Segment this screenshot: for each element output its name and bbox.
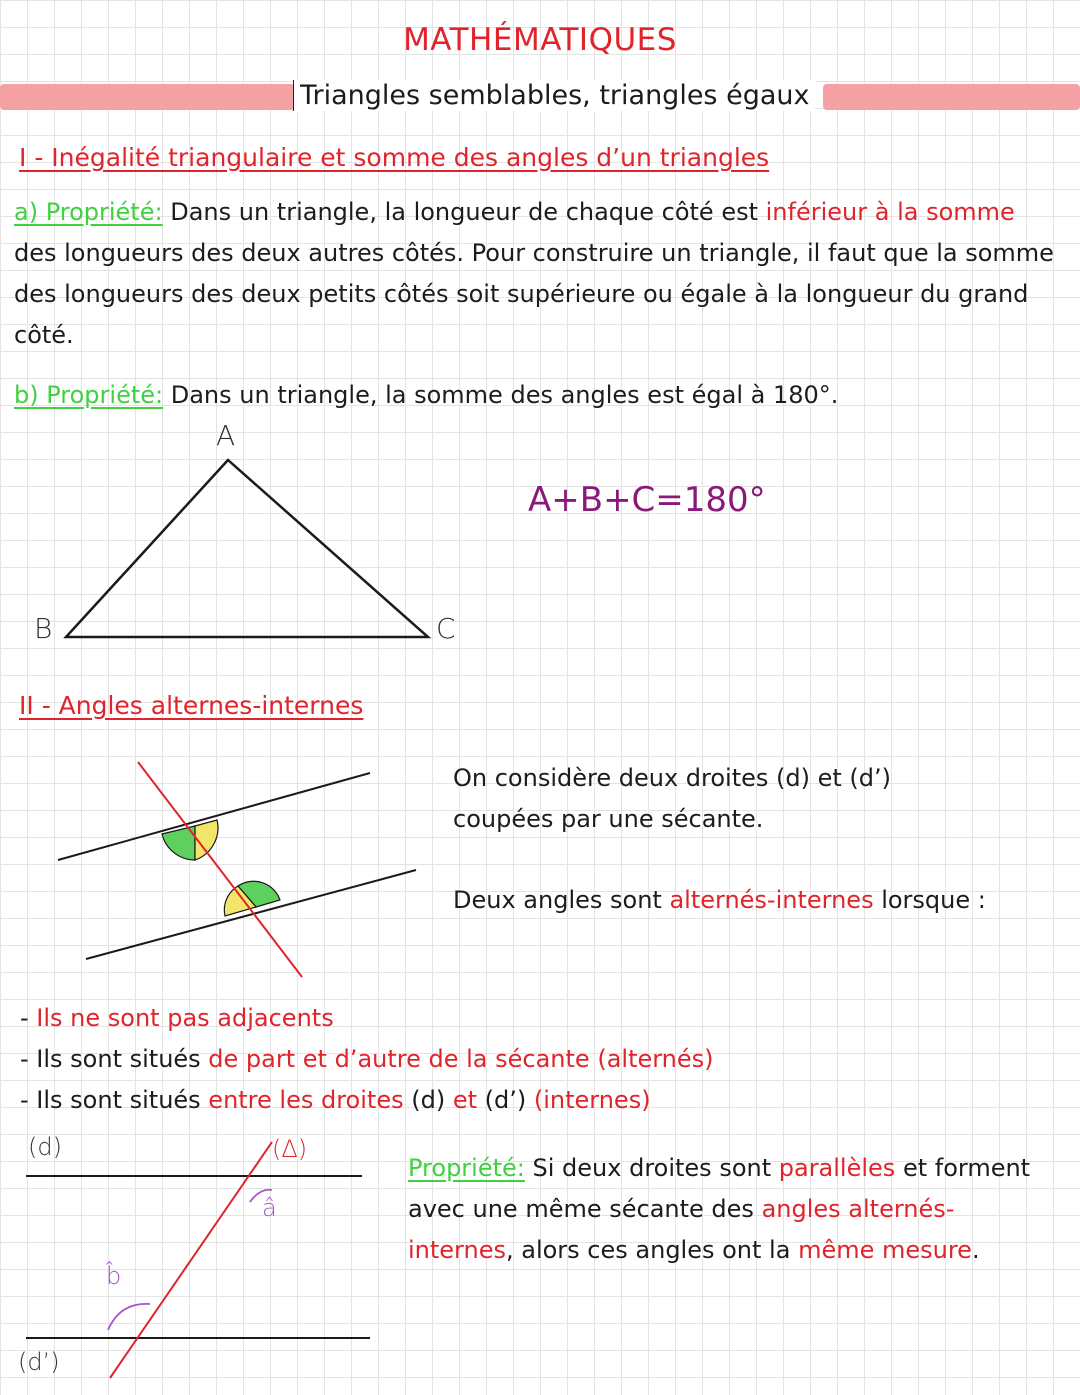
vertex-b-label: B <box>34 612 53 645</box>
secant-line <box>138 762 302 977</box>
property-text4: . <box>971 1236 980 1264</box>
section2-heading: II - Angles alternes-internes <box>19 691 364 720</box>
line-d <box>58 773 370 860</box>
triangle-figure <box>0 420 480 660</box>
definition-text <box>453 880 1063 921</box>
list-item <box>20 998 1020 1039</box>
secant-delta <box>110 1142 272 1378</box>
property-a-text1: Dans un triangle, la longueur de chaque côté est <box>162 198 766 226</box>
property-text3: , alors ces angles ont la <box>505 1236 799 1264</box>
property-b-label: b) Propriété: <box>14 381 164 409</box>
conditions-list <box>20 998 1020 1121</box>
parallel-lines-figure <box>0 1130 400 1395</box>
property-b-text: Dans un triangle, la somme des angles est égal à 180°. <box>163 381 839 409</box>
label-d: (d) <box>28 1133 62 1161</box>
property-emphasis3: même mesure <box>798 1236 972 1264</box>
label-b-hat: b̂ <box>106 1262 122 1290</box>
bullet-text: - Ils sont situés <box>20 1045 209 1073</box>
property-text1: Si deux droites sont <box>524 1154 779 1182</box>
definition-text2: lorsque : <box>873 886 986 914</box>
label-a-hat: â <box>262 1194 277 1222</box>
property-a <box>14 192 1064 356</box>
list-item <box>20 1080 1020 1121</box>
title-highlight-left <box>0 84 295 110</box>
property-a-emphasis: inférieur à la somme <box>765 198 1015 226</box>
label-d-prime: (d’) <box>18 1348 60 1376</box>
triangle-abc <box>66 460 428 637</box>
property-label: Propriété: <box>408 1154 525 1182</box>
label-delta: (Δ) <box>272 1135 308 1163</box>
list-item <box>20 1039 1020 1080</box>
bullet-emphasis: de part et d’autre de la sécante (alternés) <box>208 1045 714 1073</box>
angle-b-arc <box>108 1304 150 1330</box>
bullet-emphasis: et <box>452 1086 477 1114</box>
property-emphasis2: angles alternés-internes <box>408 1195 955 1264</box>
page-title: MATHÉMATIQUES <box>403 22 677 58</box>
property-emphasis1: parallèles <box>778 1154 896 1182</box>
title-highlight-right <box>823 84 1080 110</box>
vertex-c-label: C <box>436 612 456 645</box>
property-text2: et forment avec une même sécante des <box>408 1154 1031 1223</box>
bullet-text: (d’) <box>477 1086 534 1114</box>
intro-text: On considère deux droites (d) et (d’) coupées par une sécante. <box>453 764 891 833</box>
property-b <box>14 375 1064 416</box>
property-a-text2: des longueurs des deux autres côtés. Pour construire un triangle, il faut que la somme des longueurs des deux petits côtés soit supérieure ou égale à la longueur du grand côté. <box>14 239 1054 349</box>
vertex-a-label: A <box>216 419 236 452</box>
bullet-emphasis: Ils ne sont pas adjacents <box>36 1004 334 1032</box>
property-a-label: a) Propriété: <box>14 198 163 226</box>
bullet-emphasis: (internes) <box>533 1086 651 1114</box>
bullet-text: - <box>20 1004 37 1032</box>
property-parallel <box>408 1148 1048 1271</box>
section1-heading: I - Inégalité triangulaire et somme des angles d’un triangles <box>19 143 770 172</box>
definition-emphasis: alternés-internes <box>669 886 874 914</box>
bullet-text: (d) <box>403 1086 453 1114</box>
angle-sum-formula: A+B+C=180° <box>528 480 766 520</box>
page-subtitle: Triangles semblables, triangles égaux <box>293 80 815 111</box>
bullet-emphasis: entre les droites <box>208 1086 404 1114</box>
definition-text1: Deux angles sont <box>453 886 670 914</box>
alternate-angles-figure <box>0 740 440 990</box>
bullet-text: - Ils sont situés <box>20 1086 209 1114</box>
